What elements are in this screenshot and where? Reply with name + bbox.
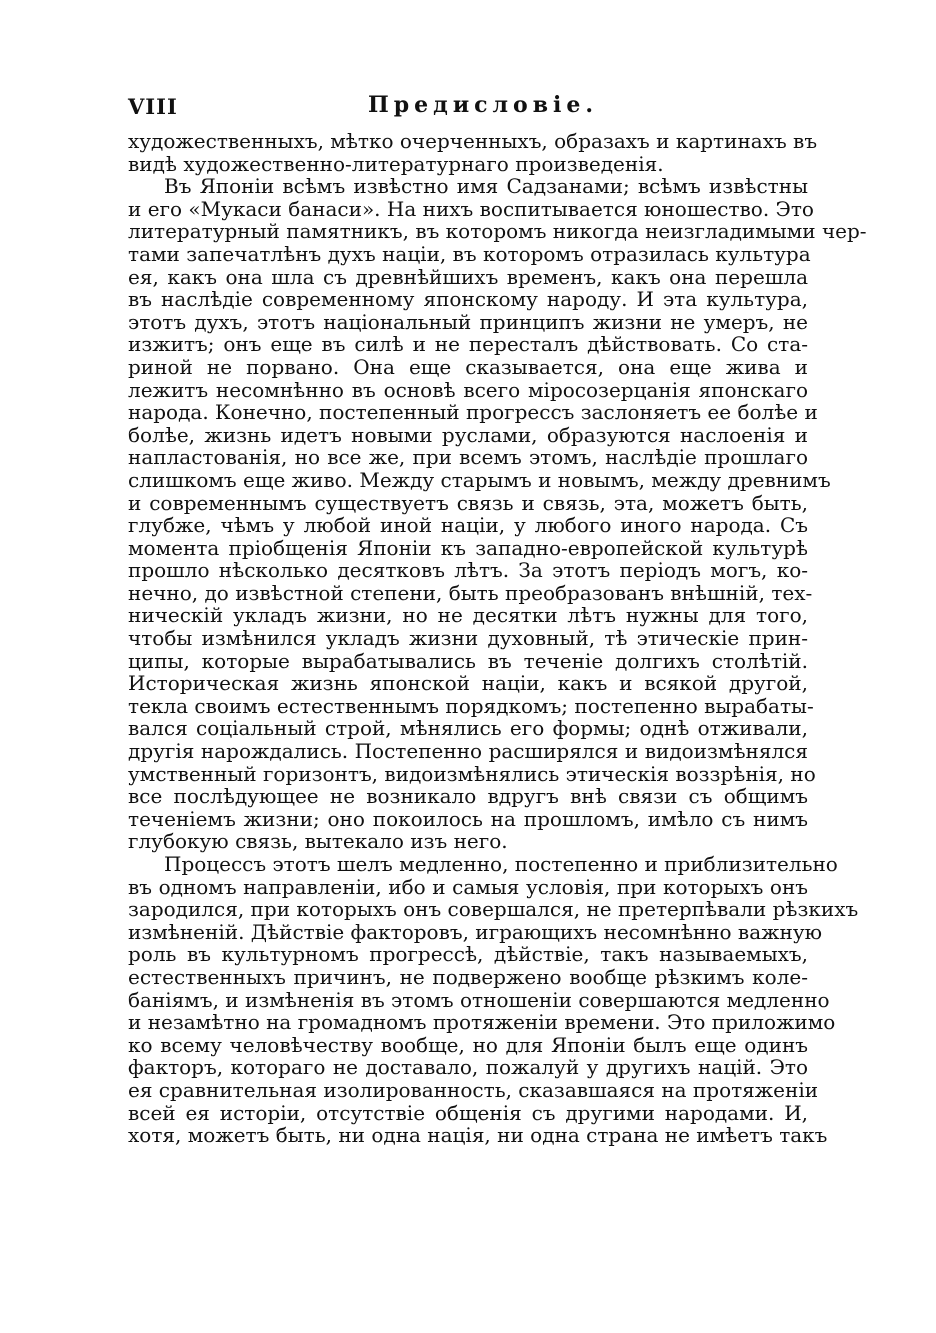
text-line: ея сравнительная изолированность, сказавшаяся на протяженіи (128, 1077, 819, 1102)
text-line: нечно, до извѣстной степени, быть преобразованъ внѣшній, тех- (128, 580, 813, 605)
body-text (128, 129, 867, 1148)
text-line: и незамѣтно на громадномъ протяженіи времени. Это приложимо (128, 1010, 836, 1035)
text-line: и его «Мукаси банаси». На нихъ воспитывается юношество. Это (128, 196, 814, 221)
text-line: момента пріобщенія Японіи къ западно-европейской культурѣ (128, 535, 808, 560)
text-line: всей ея исторіи, отсутствіе общенія съ другими народами. И, (128, 1100, 808, 1125)
text-line: хотя, можетъ быть, ни одна нація, ни одна страна не имѣетъ такъ (128, 1123, 828, 1148)
text-line: этотъ духъ, этотъ національный принципъ жизни не умеръ, не (128, 309, 808, 334)
text-line: другія нарождались. Постепенно расширялся и видоизмѣнялся (128, 739, 808, 764)
text-line: Процессъ этотъ шелъ медленно, постепенно и приблизительно (164, 852, 838, 876)
text-line: напластованія, но все же, при всемъ этомъ, наслѣдіе прошлаго (128, 445, 808, 470)
text-line: изжитъ; онъ еще въ силѣ и не пересталъ дѣйствовать. Со ста- (128, 332, 808, 357)
text-line: ципы, которые вырабатывались въ теченіе долгихъ столѣтій. (128, 648, 808, 673)
text-line: болѣе, жизнь идетъ новыми руслами, образуются наслоенія и (128, 422, 808, 447)
text-line: чтобы измѣнился укладъ жизни духовный, тѣ этическіе прин- (128, 626, 808, 651)
text-line: глубже, чѣмъ у любой иной націи, у любого иного народа. Съ (128, 513, 808, 538)
text-line: умственный горизонтъ, видоизмѣнялись этическія воззрѣнія, но (128, 761, 816, 786)
text-line: все послѣдующее не возникало вдругъ внѣ связи съ общимъ (128, 784, 808, 809)
text-line: вался соціальный строй, мѣнялись его формы; однѣ отживали, (128, 716, 808, 741)
text-line: роль въ культурномъ прогрессѣ, дѣйствіе, такъ называемыхъ, (128, 942, 808, 967)
text-line: глубокую связь, вытекало изъ него. (128, 829, 508, 854)
text-line: ея, какъ она шла съ древнѣйшихъ временъ, какъ она перешла (128, 264, 808, 289)
page-header (128, 88, 808, 128)
text-line: художественныхъ, мѣтко очерченныхъ, образахъ и картинахъ въ (128, 129, 818, 153)
text-line: баніямъ, и измѣненія въ этомъ отношеніи совершаются медленно (128, 987, 830, 1012)
text-line: тами запечатлѣнъ духъ націи, въ которомъ отразилась культура (128, 241, 811, 266)
text-line: литературный памятникъ, въ которомъ никогда неизгладимыми чер- (128, 219, 867, 244)
text-line: зародился, при которыхъ онъ совершался, не претерпѣвали рѣзкихъ (128, 897, 859, 922)
running-title: Предисловіе. (368, 92, 599, 118)
text-line: видѣ художественно-литературнаго произведенія. (128, 151, 664, 176)
text-line: ко всему человѣчеству вообще, но для Японіи былъ еще одинъ (128, 1032, 808, 1057)
text-line: теченіемъ жизни; оно покоилось на прошломъ, имѣло съ нимъ (128, 806, 808, 831)
text-line: въ одномъ направленіи, ибо и самыя условія, при которыхъ онъ (128, 874, 808, 899)
text-line: естественныхъ причинъ, не подвержено вообще рѣзкимъ коле- (128, 964, 808, 989)
text-line: и современнымъ существуетъ связь и связь, эта, можетъ быть, (128, 490, 808, 515)
text-line: Въ Японіи всѣмъ извѣстно имя Садзанами; всѣмъ извѣстны (164, 174, 808, 199)
text-line: лежитъ несомнѣнно въ основѣ всего міросозерцанія японскаго (128, 377, 808, 402)
text-line: измѣненій. Дѣйствіе факторовъ, играющихъ несомнѣнно важную (128, 919, 823, 944)
text-line: прошло нѣсколько десятковъ лѣтъ. За этотъ періодъ могъ, ко- (128, 558, 808, 583)
text-line: слишкомъ еще живо. Между старымъ и новымъ, между древнимъ (128, 467, 831, 492)
text-line: факторъ, котораго не доставало, пожалуй у другихъ націй. Это (128, 1055, 808, 1080)
text-line: текла своимъ естественнымъ порядкомъ; постепенно вырабаты- (128, 693, 814, 718)
text-line: въ наслѣдіе современному японскому народу. И эта культура, (128, 287, 808, 312)
text-line: народа. Конечно, постепенный прогрессъ заслоняетъ ее болѣе и (128, 400, 818, 425)
text-line: ническій укладъ жизни, но не десятки лѣтъ нужны для того, (128, 603, 808, 628)
text-line: Историческая жизнь японской націи, какъ и всякой другой, (128, 671, 808, 696)
text-line: риной не порвано. Она еще сказывается, она еще жива и (128, 354, 808, 379)
page-number: VIII (128, 94, 178, 119)
